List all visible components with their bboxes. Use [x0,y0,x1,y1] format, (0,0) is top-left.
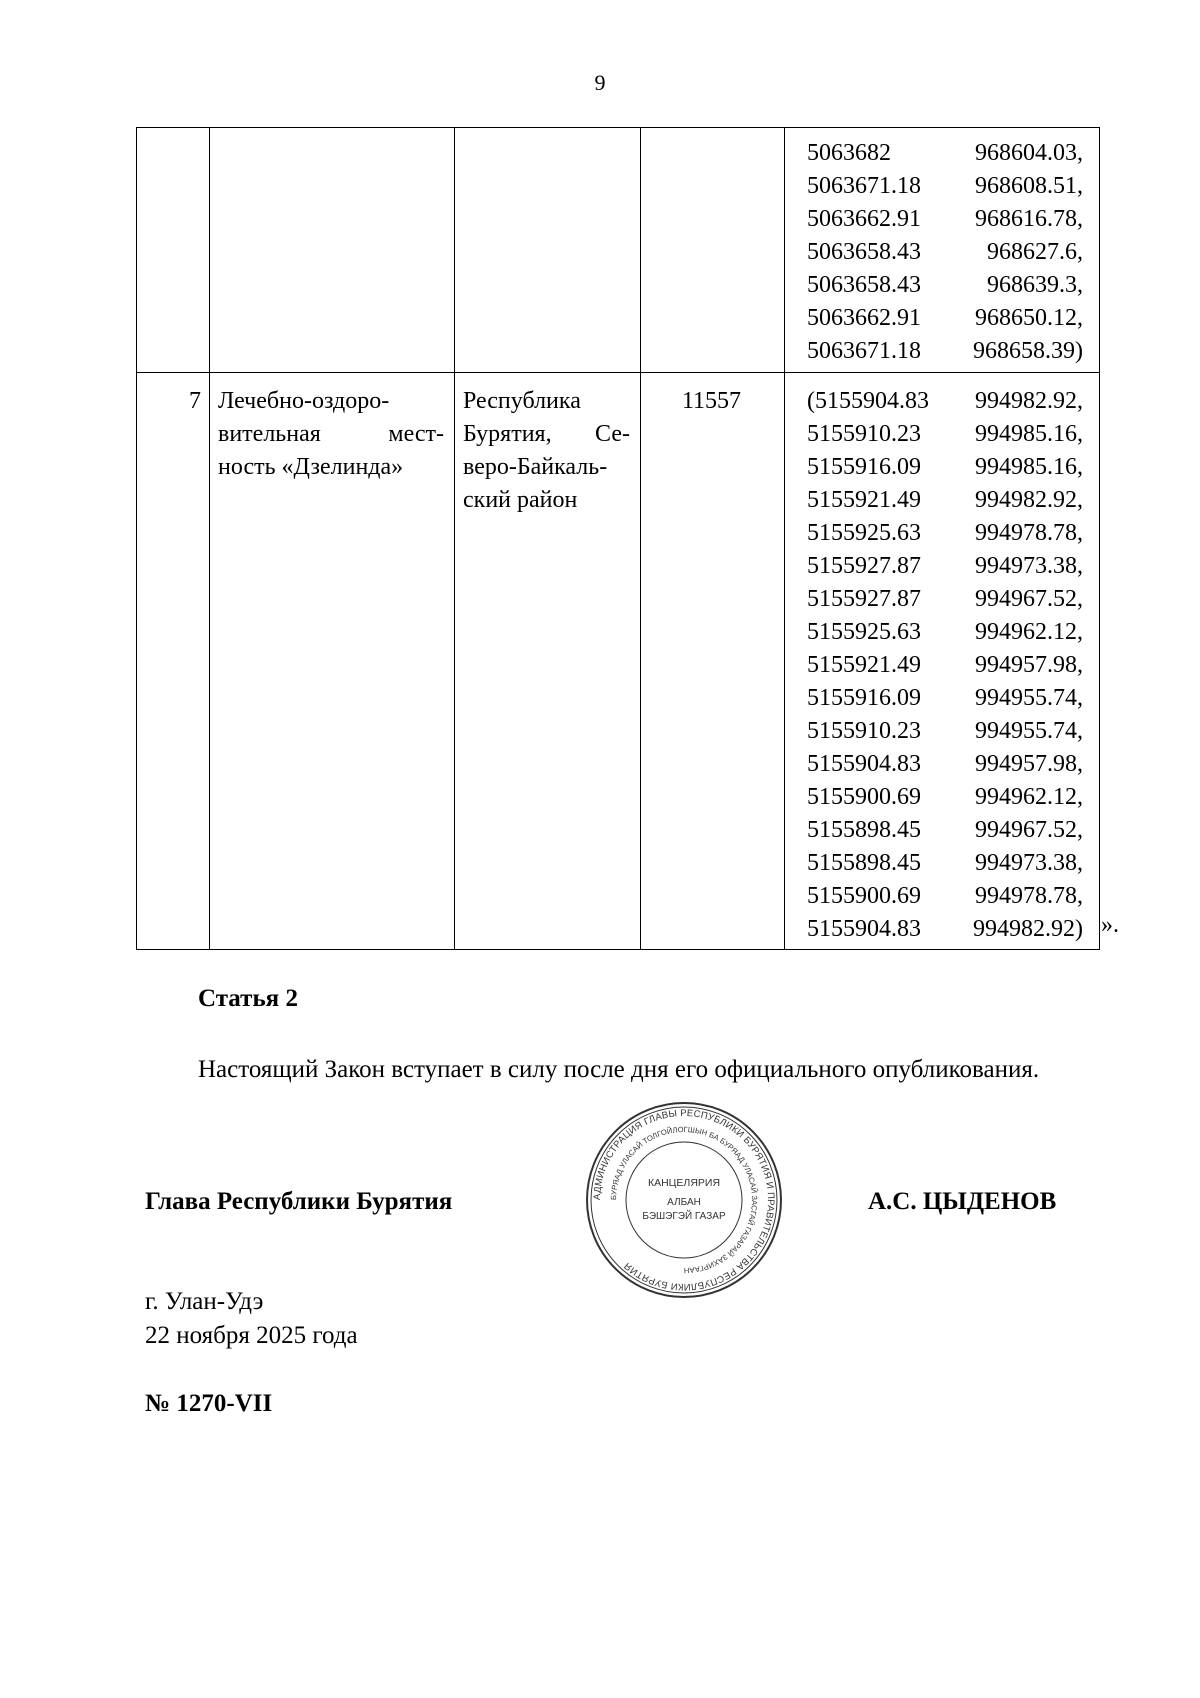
cell-name [210,128,455,373]
coordinate-x: 5063671.18 [807,173,921,199]
coordinate-pair [793,170,1089,203]
coordinate-pair [793,385,1089,418]
coordinate-pair [793,550,1089,583]
coordinate-pair [793,517,1089,550]
coordinate-y: 968658.39) [973,338,1083,364]
coordinate-y: 994962.12, [975,784,1083,810]
cell-number [137,128,210,373]
coordinate-x: 5155898.45 [807,817,921,843]
coordinate-y: 994955.74, [975,718,1083,744]
coordinate-pair [793,451,1089,484]
seal-center-line-2: АЛБАН [667,1197,701,1208]
coordinate-pair [793,203,1089,236]
cell-location [455,373,641,950]
coordinates-table [136,127,1100,950]
coordinate-x: 5155925.63 [807,619,921,645]
official-seal [584,1100,784,1300]
coordinate-pair [793,269,1089,302]
coordinate-pair [793,880,1089,913]
coordinate-y: 968650.12, [975,305,1083,331]
article-body: Настоящий Закон вступает в силу после дня его официального опубликования. [198,1056,1040,1083]
coordinate-y: 994985.16, [975,421,1083,447]
coordinate-x: 5063662.91 [807,206,921,232]
cell-location [455,128,641,373]
coordinate-x: 5155904.83 [807,751,921,777]
location-line: веро-Байкаль- [463,454,608,480]
coordinate-pair [793,583,1089,616]
cell-area [641,128,785,373]
coordinate-pair [793,913,1089,946]
law-number: № 1270-VII [145,1390,273,1417]
coordinate-pair [793,137,1089,170]
signature-title: Глава Республики Бурятия [145,1188,453,1215]
coordinate-y: 968616.78, [975,206,1083,232]
coordinate-pair [793,715,1089,748]
location-line: ский район [463,487,578,513]
name-line: ность «Дзелинда» [218,454,404,480]
coordinate-pair [793,484,1089,517]
coordinate-x: 5155900.69 [807,784,921,810]
table-row [137,128,1100,373]
seal-inner-text: БУРЯАД УЛАСАЙ ТОЛГОЙЛОГШЫН БА БУРЯАД УЛАСАЙ ЗАСГАЙ ГАЗАРАЙ ЗАХИРГААН [608,1124,760,1276]
coordinate-y: 994967.52, [975,817,1083,843]
name-line: Лечебно-оздоро- [218,388,390,414]
location-line: Бурятия, Се- [463,421,630,447]
coordinate-x: 5063658.43 [807,272,921,298]
coordinate-x: 5063682 [807,140,891,166]
coordinate-pair [793,236,1089,269]
seal-center-line-1: КАНЦЕЛЯРИЯ [647,1177,721,1189]
coordinate-x: 5063662.91 [807,305,921,331]
coordinate-y: 994967.52, [975,586,1083,612]
cell-name [210,373,455,950]
seal-center-line-3: БЭШЭГЭЙ ГАЗАР [642,1211,726,1222]
coordinate-x: 5155910.23 [807,718,921,744]
coordinate-x: 5155921.49 [807,652,921,678]
coordinate-y: 994957.98, [975,751,1083,777]
coordinate-x: 5155916.09 [807,454,921,480]
coordinate-y: 994985.16, [975,454,1083,480]
coordinate-pair [793,781,1089,814]
coordinate-x: 5063671.18 [807,338,921,364]
coordinate-x: 5155925.63 [807,520,921,546]
coordinate-y: 994973.38, [975,553,1083,579]
coordinate-y: 968639.3, [987,272,1083,298]
signature-name: А.С. ЦЫДЕНОВ [868,1188,1057,1215]
coordinate-y: 994982.92, [975,487,1083,513]
cell-coordinates [785,128,1100,373]
coordinate-x: 5155904.83 [807,916,921,942]
coordinate-y: 994978.78, [975,520,1083,546]
date: 22 ноября 2025 года [145,1322,358,1349]
coordinate-pair [793,335,1089,368]
coordinate-y: 968608.51, [975,173,1083,199]
coordinate-y: 994962.12, [975,619,1083,645]
coordinate-x: 5063658.43 [807,239,921,265]
article-heading: Статья 2 [198,985,298,1012]
closing-quote: ». [1101,912,1119,938]
page-number: 9 [594,70,606,95]
coordinate-y: 994973.38, [975,850,1083,876]
coordinate-pair [793,302,1089,335]
coordinate-pair [793,649,1089,682]
coordinate-x: 5155916.09 [807,685,921,711]
coordinate-x: (5155904.83 [807,388,929,414]
cell-number [137,373,210,950]
coordinate-x: 5155927.87 [807,553,921,579]
seal-outer-text: АДМИНИСТРАЦИЯ ГЛАВЫ РЕСПУБЛИКИ БУРЯТИЯ И ПРАВИТЕЛЬСТВА РЕСПУБЛИКИ БУРЯТИЯ [591,1107,777,1293]
coordinate-x: 5155910.23 [807,421,921,447]
cell-coordinates [785,373,1100,950]
coordinate-y: 994957.98, [975,652,1083,678]
location-line: Республика [463,388,581,414]
coordinate-y: 968627.6, [987,239,1083,265]
coordinate-x: 5155927.87 [807,586,921,612]
coordinate-x: 5155921.49 [807,487,921,513]
area-value: 11557 [681,388,742,414]
coordinate-pair [793,847,1089,880]
coordinate-y: 994978.78, [975,883,1083,909]
place: г. Улан-Удэ [145,1288,264,1315]
coordinate-y: 968604.03, [975,140,1083,166]
cell-area [641,373,785,950]
coordinate-pair [793,748,1089,781]
name-line: вительная мест- [218,421,444,447]
coordinate-y: 994982.92, [975,388,1083,414]
coordinate-pair [793,682,1089,715]
coordinate-pair [793,616,1089,649]
coordinate-x: 5155900.69 [807,883,921,909]
coordinate-pair [793,814,1089,847]
coordinate-pair [793,418,1089,451]
coordinate-x: 5155898.45 [807,850,921,876]
row-number: 7 [189,388,201,414]
coordinate-y: 994955.74, [975,685,1083,711]
table-row [137,373,1100,950]
coordinate-y: 994982.92) [973,916,1083,942]
